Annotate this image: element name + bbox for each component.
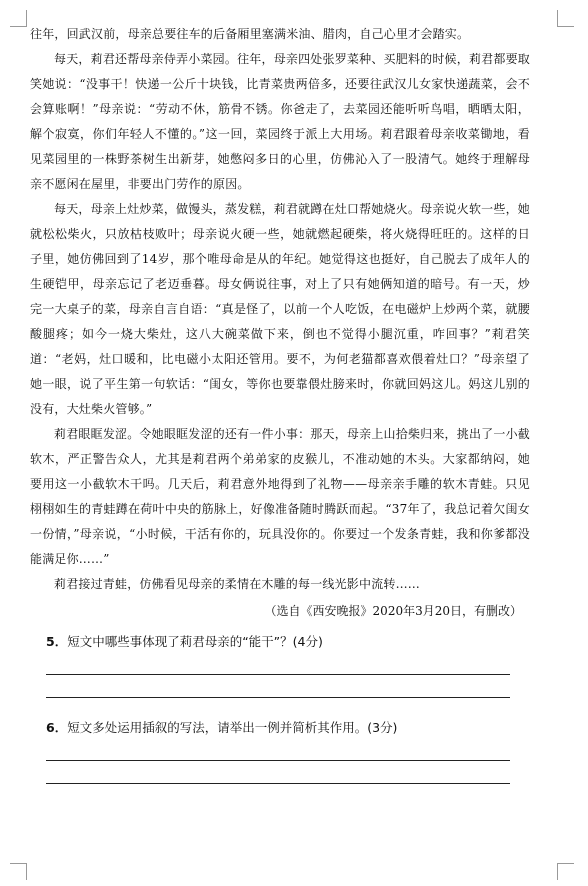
document-page xyxy=(30,22,530,784)
answer-line[interactable] xyxy=(46,697,510,698)
answer-line[interactable] xyxy=(46,783,510,784)
paragraph-5: 莉君接过青蛙，仿佛看见母亲的柔情在木雕的每一线光影中流转…… xyxy=(54,577,421,591)
answer-line[interactable] xyxy=(46,760,510,761)
question-text: 短文多处运用插叙的写法，请举出一例并简析其作用。(3分) xyxy=(67,720,398,735)
question-6 xyxy=(46,716,530,740)
question-number: 6． xyxy=(46,720,68,735)
paragraph-4: 莉君眼眶发涩。令她眼眶发涩的还有一件小事：那天，母亲上山拾柴归来，挑出了一小截软木，严正警告众人，尤其是莉君两个弟弟家的皮猴儿，不准动她的木头。大家都纳闷，她要用这一小截软木干吗。几天后，莉君意外地得到了礼物——母亲亲手雕的软木青蛙。只见栩栩如生的青蛙蹲在荷叶中央的筋脉上，好像准备随时腾跃而起。“37年了，我总记着欠闺女一份情，”母亲说，“小时候，干活有你的，玩具没你的。你要过一个发条青蛙，我和你爹都没能满足你……” xyxy=(30,427,530,566)
paragraph-3: 每天，母亲上灶炒菜，做馒头，蒸发糕，莉君就蹲在灶口帮她烧火。母亲说火软一些，她就松松柴火，只放枯枝败叶；母亲说火硬一些，她就燃起硬柴，将火烧得旺旺的。这样的日子里，她仿佛回到了14岁，那个唯母命是从的年纪。她觉得这也挺好，自己脱去了成年人的生硬铠甲，母亲忘记了老迈垂暮。母女俩说往事，对上了只有她俩知道的暗号。有一天，炒完一大桌子的菜，母亲自言自语：“真是怪了，以前一个人吃饭，在电磁炉上炒两个菜，就腰酸腿疼；如今一烧大柴灶，这八大碗菜做下来，倒也不觉得小腿沉重，咋回事？”莉君笑道：“老妈，灶口暖和，比电磁小太阳还管用。要不，为何老猫都喜欢偎着灶口？”母亲望了她一眼，说了平生第一句软话：“闺女，等你也要靠偎灶膀来时，你就回妈这儿。妈这儿别的没有，大灶柴火管够。” xyxy=(30,202,530,416)
question-text: 短文中哪些事体现了莉君母亲的“能干”？(4分) xyxy=(67,634,323,649)
crop-mark-top-left xyxy=(10,10,27,27)
question-5 xyxy=(46,630,530,654)
crop-mark-top-right xyxy=(557,10,574,27)
question-number: 5． xyxy=(46,634,68,649)
paragraph-1: 往年，回武汉前，母亲总要往车的后备厢里塞满米油、腊肉，自己心里才会踏实。 xyxy=(30,27,470,41)
source-citation: （选自《西安晚报》2020年3月20日，有删改） xyxy=(264,604,522,618)
paragraph-2: 每天，莉君还帮母亲侍弄小菜园。往年，母亲四处张罗菜种、买肥料的时候，莉君都要取笑她说：“没事干！快递一公斤十块钱，比青菜贵两倍多，还要往武汉儿女家快递蔬菜，会不会算账啊！”母亲说：“劳动不休，筋骨不锈。你爸走了，去菜园还能听听鸟唱，晒晒太阳，解个寂寞，你们年轻人不懂的。”这一回，菜园终于派上大用场。莉君跟着母亲收菜锄地，看见菜园里的一株野茶树生出新芽，她憋闷多日的心里，仿佛沁入了一股清气。她终于理解母亲不愿闲在屋里，非要出门劳作的原因。 xyxy=(30,52,530,191)
crop-mark-bottom-left xyxy=(10,863,27,880)
answer-line[interactable] xyxy=(46,674,510,675)
crop-mark-bottom-right xyxy=(557,863,574,880)
